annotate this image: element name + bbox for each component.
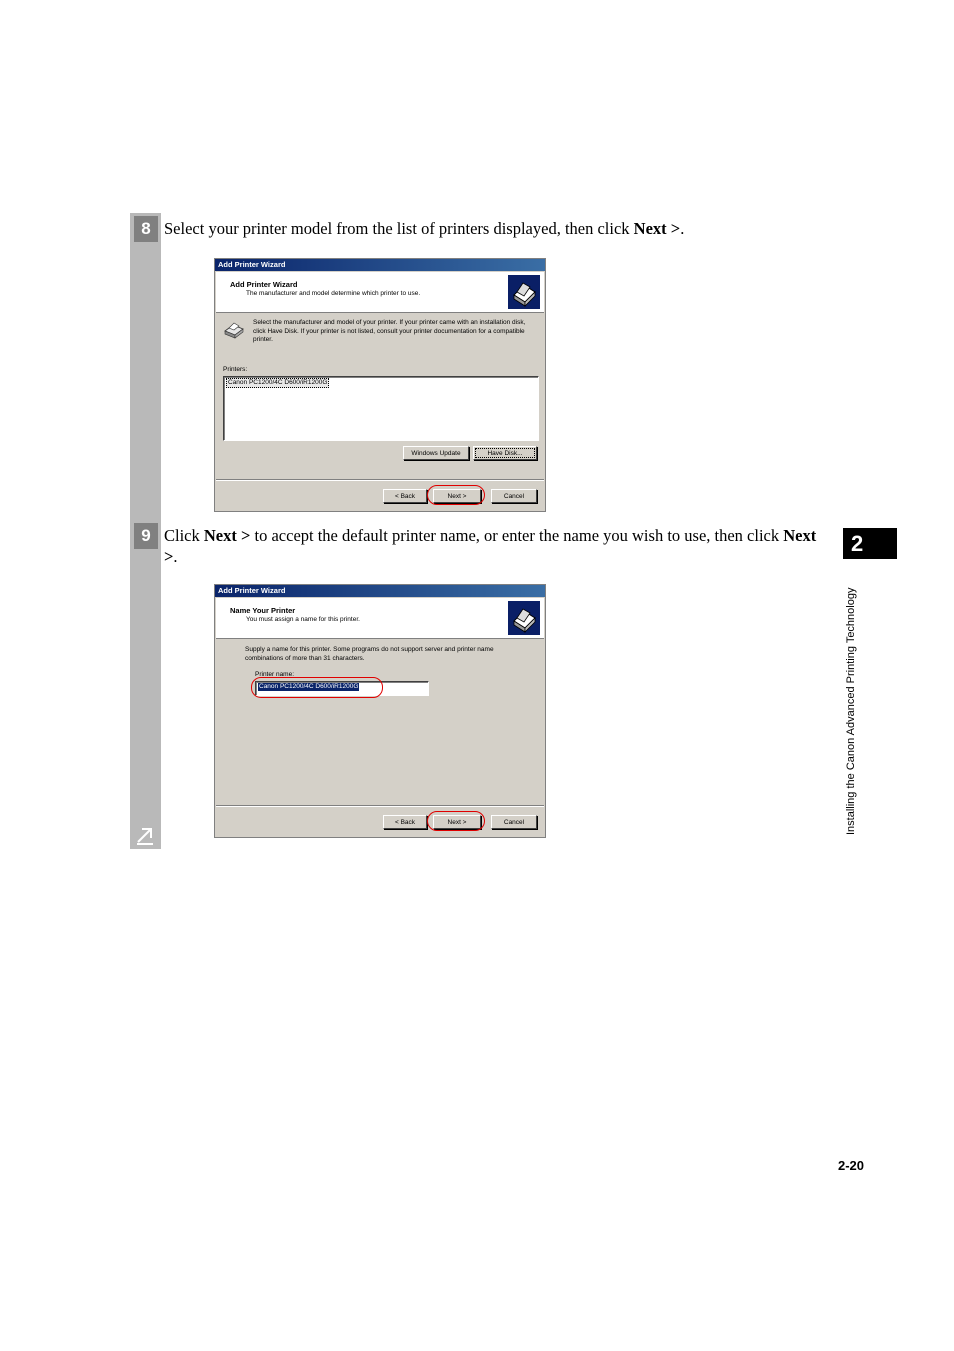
dialog-2-header — [216, 598, 544, 639]
step-9-next-bold-1: Next > — [203, 526, 251, 545]
cancel-button[interactable]: Cancel — [491, 815, 537, 829]
printer-icon — [223, 319, 245, 339]
next-highlight-ring — [427, 811, 485, 831]
step-9-text-c: . — [173, 547, 178, 566]
printer-name-value: Canon PC1200/4C D600/iR1200G — [259, 683, 359, 690]
next-button[interactable]: Next > — [433, 489, 481, 503]
dialog-2-header-subtitle: You must assign a name for this printer. — [246, 616, 360, 623]
back-button[interactable]: < Back — [383, 815, 427, 829]
printers-label: Printers: — [223, 366, 248, 373]
step-8-text-b: . — [680, 219, 685, 238]
dialog-1-header-title: Add Printer Wizard — [230, 280, 298, 289]
windows-update-button[interactable]: Windows Update — [403, 446, 469, 460]
dialog-2-separator — [216, 805, 544, 807]
step-8-text-a: Select your printer model from the list of printers displayed, then click — [164, 219, 634, 238]
have-disk-button[interactable]: Have Disk... — [473, 446, 537, 460]
chapter-number-tab: 2 — [843, 528, 897, 559]
step-8-next-bold: Next > — [633, 219, 681, 238]
step-9-text-b: to accept the default printer name, or enter the name you wish to use, then click — [250, 526, 784, 545]
printer-name-label: Printer name: — [255, 671, 295, 678]
add-printer-dialog-1 — [214, 258, 546, 512]
next-button[interactable]: Next > — [433, 815, 481, 829]
step-9-text-a: Click — [164, 526, 204, 545]
continue-arrow-icon — [133, 824, 157, 846]
cancel-button[interactable]: Cancel — [491, 489, 537, 503]
printer-icon — [508, 601, 540, 635]
step-8-text — [164, 218, 824, 239]
back-button[interactable]: < Back — [383, 489, 427, 503]
dialog-1-separator — [216, 479, 544, 481]
printer-icon — [508, 275, 540, 309]
chapter-side-title: Installing the Canon Advanced Printing Technology — [845, 587, 857, 835]
printers-listbox[interactable] — [223, 376, 539, 441]
next-highlight-ring — [427, 485, 485, 505]
step-number-9: 9 — [134, 523, 158, 549]
dialog-1-instructions: Select the manufacturer and model of your printer. If your printer came with an installation disk, click Have Disk. If your printer is not listed, consult your printer documentation for a compatible printer. — [253, 319, 526, 343]
page-number: 2-20 — [838, 1158, 865, 1173]
step-9-text — [164, 525, 819, 567]
step-9-next-bold-2: Next > — [164, 526, 817, 566]
dialog-2-header-title: Name Your Printer — [230, 606, 296, 615]
step-number-8: 8 — [134, 216, 158, 242]
dialog-2-titlebar: Add Printer Wizard — [215, 585, 545, 597]
name-highlight-ring — [251, 677, 383, 698]
dialog-1-titlebar: Add Printer Wizard — [215, 259, 545, 271]
dialog-1-header-subtitle: The manufacturer and model determine which printer to use. — [246, 290, 421, 297]
dialog-2-instructions: Supply a name for this printer. Some programs do not support server and printer name combinations of more than 31 characters. — [245, 646, 494, 662]
dialog-1-header — [216, 272, 544, 313]
printer-list-item[interactable]: Canon PC1200/4C D600/iR1200G — [228, 379, 328, 386]
add-printer-dialog-2 — [214, 584, 546, 838]
